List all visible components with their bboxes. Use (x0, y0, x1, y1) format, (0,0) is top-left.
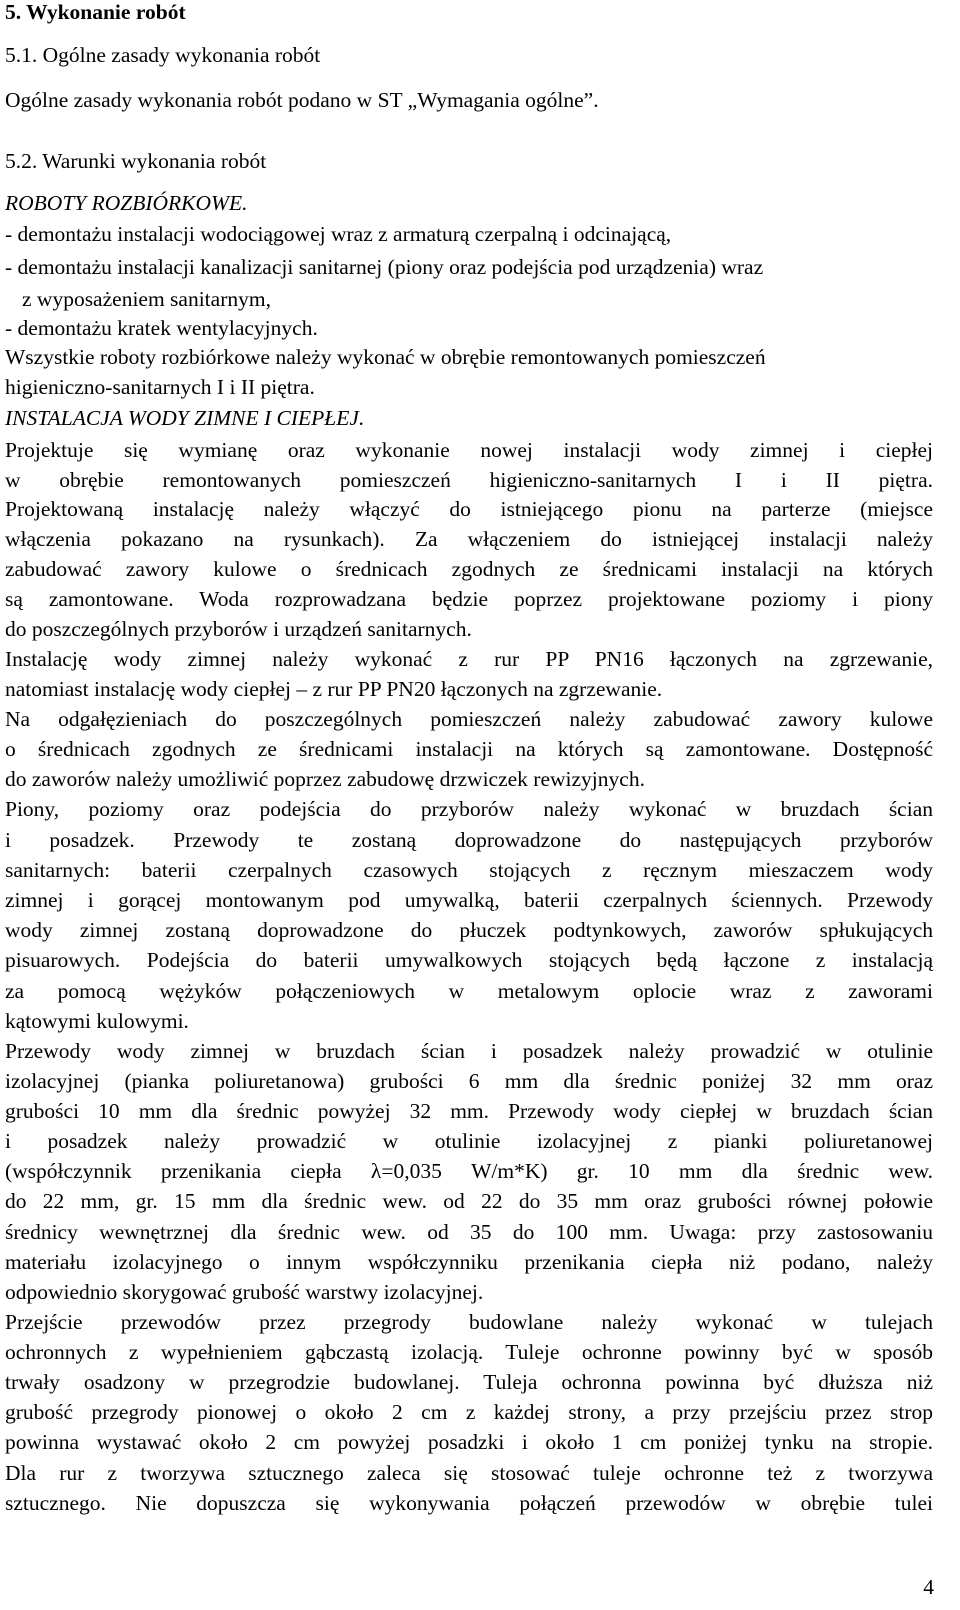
paragraph-line: Projektowaną instalację należy włączyć do istniejącego pionu na parterze (miejsce (5, 497, 933, 521)
paragraph-line: Przewody wody zimnej w bruzdach ścian i posadzek należy prowadzić w otulinie (5, 1039, 933, 1063)
paragraph-line: średnicy wewnętrznej dla średnic wew. od 35 do 100 mm. Uwaga: przy zastosowaniu (5, 1220, 933, 1244)
paragraph-line: natomiast instalację wody ciepłej – z rur PP PN20 łączonych na zgrzewanie. (5, 677, 663, 701)
list-item: z wyposażeniem sanitarnym, (22, 287, 271, 311)
paragraph-line: pisuarowych. Podejścia do baterii umywalkowych stojących będą łączone z instalacją (5, 948, 933, 972)
paragraph-line: zimnej i gorącej montowanym pod umywalką, baterii czerpalnych ściennych. Przewody (5, 888, 933, 912)
paragraph-line: i posadzek. Przewody te zostaną doprowadzone do następujących przyborów (5, 828, 933, 852)
demolition-heading: ROBOTY ROZBIÓRKOWE. (5, 191, 248, 215)
water-installation-heading: INSTALACJA WODY ZIMNE I CIEPŁEJ. (5, 406, 365, 430)
paragraph-line: kątowymi kulowymi. (5, 1009, 189, 1033)
page-number: 4 (923, 1575, 934, 1599)
paragraph-line: sztucznego. Nie dopuszcza się wykonywania połączeń przewodów w obrębie tulei (5, 1491, 933, 1515)
paragraph-line: do zaworów należy umożliwić poprzez zabudowę drzwiczek rewizyjnych. (5, 767, 645, 791)
paragraph-line: są zamontowane. Woda rozprowadzana będzie poprzez projektowane poziomy i piony (5, 587, 933, 611)
paragraph-line: trwały osadzony w przegrodzie budowlanej. Tuleja ochronna powinna być dłuższa niż (5, 1370, 933, 1394)
list-item: - demontażu kratek wentylacyjnych. (5, 316, 318, 340)
paragraph-line: Instalację wody zimnej należy wykonać z rur PP PN16 łączonych na zgrzewanie, (5, 647, 933, 671)
list-item: - demontażu instalacji kanalizacji sanitarnej (piony oraz podejścia pod urządzenia) wraz (5, 255, 764, 279)
paragraph-line: za pomocą wężyków połączeniowych w metalowym oplocie wraz z zaworami (5, 979, 933, 1003)
paragraph-line: sanitarnych: baterii czerpalnych czasowych stojących z ręcznym mieszaczem wody (5, 858, 933, 882)
paragraph-line: o średnicach zgodnych ze średnicami instalacji na których są zamontowane. Dostępność (5, 737, 933, 761)
section-heading: 5. Wykonanie robót (5, 0, 186, 24)
paragraph-line: zabudować zawory kulowe o średnicach zgodnych ze średnicami instalacji na których (5, 557, 933, 581)
paragraph-line: do 22 mm, gr. 15 mm dla średnic wew. od 22 do 35 mm oraz grubości równej połowie (5, 1189, 933, 1213)
paragraph-line: (współczynnik przenikania ciepła λ=0,035 W/m*K) gr. 10 mm dla średnic wew. (5, 1159, 933, 1183)
list-item: - demontażu instalacji wodociągowej wraz z armaturą czerpalną i odcinającą, (5, 222, 672, 246)
paragraph-line: odpowiednio skorygować grubość warstwy izolacyjnej. (5, 1280, 484, 1304)
paragraph-line: Piony, poziomy oraz podejścia do przyborów należy wykonać w bruzdach ścian (5, 797, 933, 821)
subsection-heading: 5.2. Warunki wykonania robót (5, 149, 267, 173)
paragraph-line: wody zimnej zostaną doprowadzone do płuczek podtynkowych, zaworów spłukujących (5, 918, 933, 942)
paragraph-line: do poszczególnych przyborów i urządzeń sanitarnych. (5, 617, 472, 641)
paragraph-line: Na odgałęzieniach do poszczególnych pomieszczeń należy zabudować zawory kulowe (5, 707, 933, 731)
paragraph-line: ochronnych z wypełnieniem gąbczastą izolacją. Tuleje ochronne powinny być w sposób (5, 1340, 933, 1364)
paragraph-line: w obrębie remontowanych pomieszczeń higieniczno-sanitarnych I i II piętra. (5, 468, 933, 492)
paragraph-line: Projektuje się wymianę oraz wykonanie nowej instalacji wody zimnej i ciepłej (5, 438, 933, 462)
intro-text: Ogólne zasady wykonania robót podano w ST „Wymagania ogólne”. (5, 88, 599, 112)
paragraph-line: powinna wystawać około 2 cm powyżej posadzki i około 1 cm poniżej tynku na stropie. (5, 1430, 933, 1454)
paragraph-line: higieniczno-sanitarnych I i II piętra. (5, 375, 315, 399)
paragraph-line: izolacyjnej (pianka poliuretanowa) grubości 6 mm dla średnic poniżej 32 mm oraz (5, 1069, 933, 1093)
paragraph-line: włączenia pokazano na rysunkach). Za włączeniem do istniejącej instalacji należy (5, 527, 933, 551)
paragraph-line: grubości 10 mm dla średnic powyżej 32 mm. Przewody wody ciepłej w bruzdach ścian (5, 1099, 933, 1123)
paragraph-line: Przejście przewodów przez przegrody budowlane należy wykonać w tulejach (5, 1310, 933, 1334)
paragraph-line: Wszystkie roboty rozbiórkowe należy wykonać w obrębie remontowanych pomieszczeń (5, 345, 766, 369)
paragraph-line: i posadzek należy prowadzić w otulinie izolacyjnej z pianki poliuretanowej (5, 1129, 933, 1153)
paragraph-line: materiału izolacyjnego o innym współczynniku przenikania ciepła niż podano, należy (5, 1250, 933, 1274)
paragraph-line: grubość przegrody pionowej o około 2 cm z każdej strony, a przy przejściu przez strop (5, 1400, 933, 1424)
subsection-heading: 5.1. Ogólne zasady wykonania robót (5, 43, 321, 67)
paragraph-line: Dla rur z tworzywa sztucznego zaleca się stosować tuleje ochronne też z tworzywa (5, 1461, 933, 1485)
